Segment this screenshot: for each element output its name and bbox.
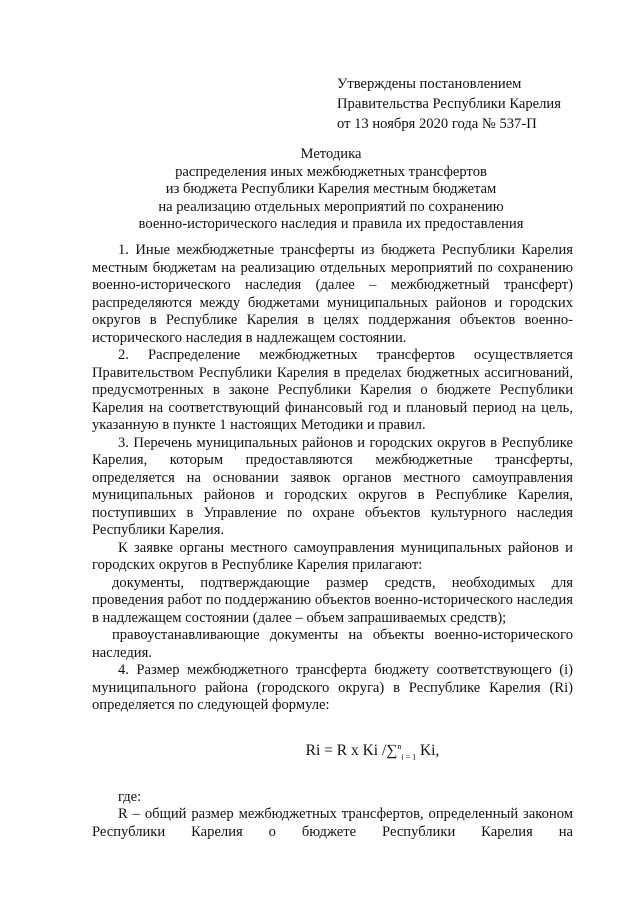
formula-lhs: Ri = R x Ki /∑ xyxy=(305,741,398,759)
paragraph-1: 1. Иные межбюджетные трансферты из бюджета Республики Карелия местным бюджетам на реализацию отдельных мероприятий по сохранению военно-исторического наследия (далее – межбюджетный трансферт) распределяются между бюджетами муниципальных районов и городских округов в Республике Карелия в целях поддержания объектов военно-исторического наследия в надлежащем состоянии. xyxy=(92,242,573,346)
title-line-1: Методика xyxy=(300,146,362,162)
title-line-3: из бюджета Республики Карелия местным бюджетам xyxy=(165,181,497,197)
paragraph-3: 3. Перечень муниципальных районов и городских округов в Республике Карелия, которым предоставляются межбюджетные трансферты, определяется на основании заявок органов местного самоуправления муниципальных районов и городских округов в Республике Карелия, поступивших в Управление по охране объектов культурного наследия Республики Карелия. xyxy=(92,434,573,538)
title-line-2: распределения иных межбюджетных трансфертов xyxy=(175,163,487,180)
approval-stamp xyxy=(337,74,627,134)
title-line-4: на реализацию отдельных мероприятий по сохранению xyxy=(158,198,504,215)
formula-sup: n xyxy=(397,741,402,751)
approval-line-2: Правительства Республики Карелия xyxy=(337,96,561,112)
paragraph-where: где: xyxy=(118,788,142,805)
paragraph-2: 2. Распределение межбюджетных трансфертов осуществляется Правительством Республики Карелия в пределах бюджетных ассигнований, предусмотренных в законе Республики Карелия о бюджете Республики Карелия на соответствующий финансовый год и плановый период на цель, указанную в пункте 1 настоящих Методики и правил. xyxy=(92,347,573,433)
formula xyxy=(92,737,573,767)
formula-rhs: Ki, xyxy=(416,741,440,759)
document-body xyxy=(92,242,573,841)
document-title xyxy=(120,146,542,234)
paragraph-r-definition: R – общий размер межбюджетных трансфертов, определенный законом Республики Карелия о бюджете Республики Карелия на xyxy=(92,806,573,840)
approval-line-3: от 13 ноября 2020 года № 537-П xyxy=(337,116,537,132)
formula-sub: i = 1 xyxy=(401,751,417,761)
paragraph-attachment-title-docs: правоустанавливающие документы на объекты военно-исторического наследия. xyxy=(92,627,573,661)
paragraph-4: 4. Размер межбюджетного трансферта бюджету соответствующего (i) муниципального района (городского округа) в Республике Карелия (Ri) определяется по следующей формуле: xyxy=(92,662,573,713)
approval-line-1: Утверждены постановлением xyxy=(337,76,522,92)
paragraph-attachment-funds: документы, подтверждающие размер средств, необходимых для проведения работ по поддержанию объектов военно-исторического наследия в надлежащем состоянии (далее – объем запрашиваемых средств); xyxy=(92,574,573,626)
paragraph-attachments-intro: К заявке органы местного самоуправления муниципальных районов и городских округов в Республике Карелия прилагают: xyxy=(92,539,573,573)
title-line-5: военно-исторического наследия и правила их предоставления xyxy=(138,216,524,232)
